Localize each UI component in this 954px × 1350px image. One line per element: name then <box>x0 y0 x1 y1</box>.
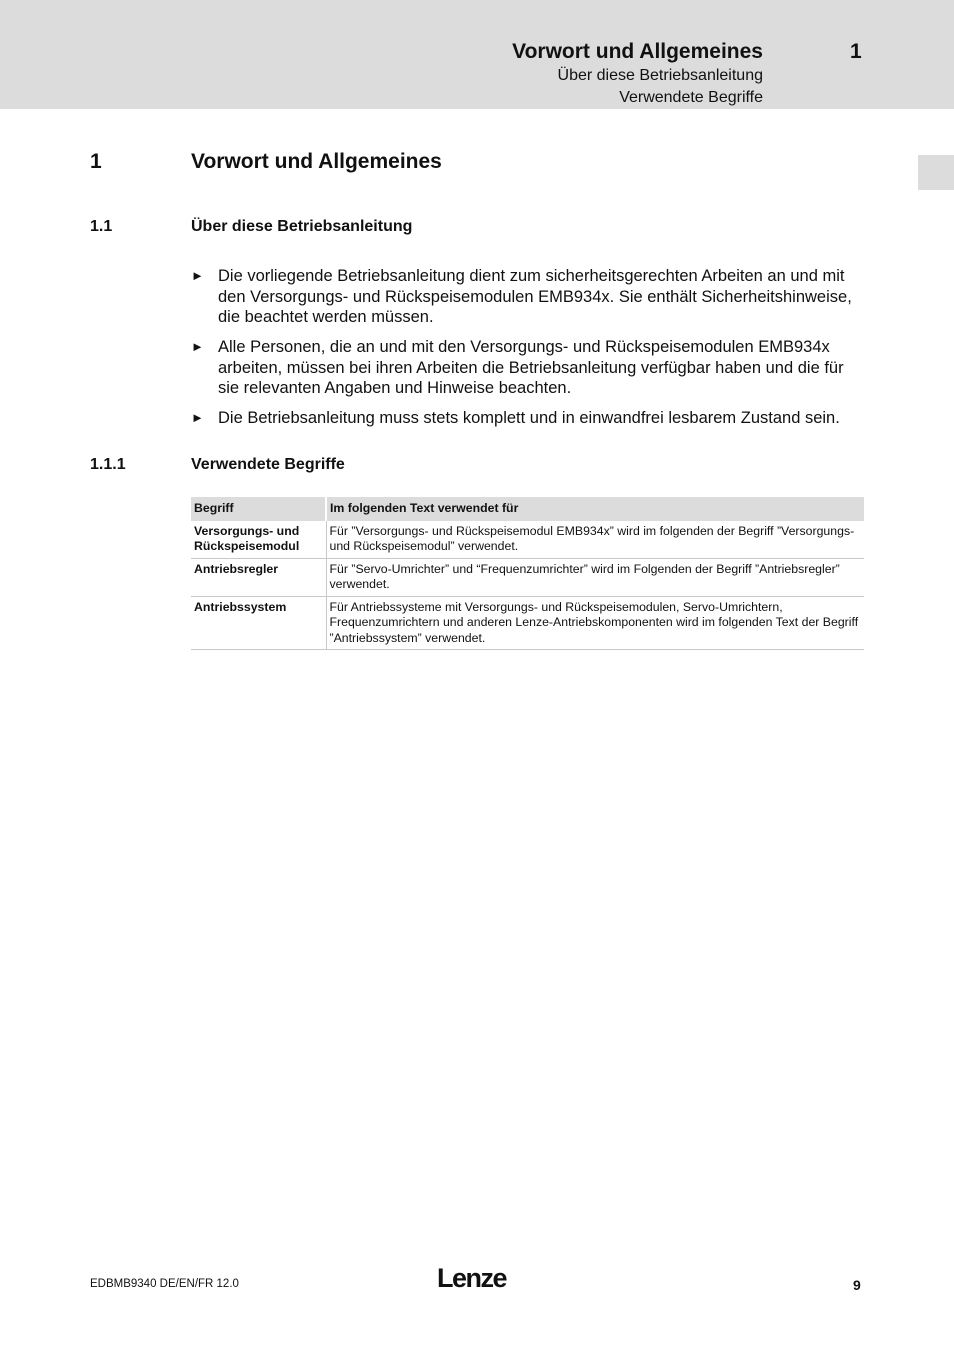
column-header-usage: Im folgenden Text verwendet für <box>326 497 864 521</box>
table-row <box>191 521 864 559</box>
header-subtitle-2: Verwendete Begriffe <box>619 89 763 106</box>
term-cell: Antriebssystem <box>191 596 326 650</box>
table-row <box>191 558 864 596</box>
bullet-arrow-icon: ► <box>191 410 204 425</box>
header-chapter-number: 1 <box>850 40 862 63</box>
column-header-term: Begriff <box>191 497 326 521</box>
list-item <box>191 408 863 429</box>
description-cell: Für ”Servo-Umrichter” und “Frequenzumrichter” wird im Folgenden der Begriff ”Antriebsregler” verwendet. <box>329 561 840 591</box>
subsection-number: 1.1.1 <box>90 456 126 473</box>
table-header-row <box>191 497 864 521</box>
term-cell: Versorgungs- und Rückspeisemodul <box>191 521 326 559</box>
term-cell: Antriebsregler <box>191 558 326 596</box>
chapter-tab-marker <box>918 155 954 190</box>
chapter-number: 1 <box>90 150 102 173</box>
table-row <box>191 596 864 650</box>
header-title: Vorwort und Allgemeines <box>512 40 763 63</box>
header-subtitle-1: Über diese Betriebsanleitung <box>557 67 763 84</box>
description-cell: Für ”Versorgungs- und Rückspeisemodul EMB934x” wird im folgenden der Begriff ”Versorgungs- und Rückspeisemodul” verwendet. <box>329 523 855 553</box>
lenze-logo: Lenze <box>437 1263 507 1293</box>
bullet-text: Alle Personen, die an und mit den Versorgungs- und Rückspeisemodulen EMB934x arbeiten, müssen bei ihren Arbeiten die Betriebsanleitung verfügbar haben und die für sie relevanten Angaben und Hinweise beachten. <box>218 338 844 397</box>
terms-table <box>191 497 864 650</box>
bullet-text: Die Betriebsanleitung muss stets komplett und in einwandfrei lesbarem Zustand sein. <box>218 409 840 427</box>
bullet-list <box>191 266 863 438</box>
bullet-text: Die vorliegende Betriebsanleitung dient zum sicherheitsgerechten Arbeiten an und mit den Versorgungs- und Rückspeisemodulen EMB934x. Sie enthält Sicherheitshinweise, die beachtet werden müssen. <box>218 267 852 326</box>
section-title: Über diese Betriebsanleitung <box>191 218 413 235</box>
list-item <box>191 337 863 399</box>
chapter-title: Vorwort und Allgemeines <box>191 150 442 173</box>
footer-document-id: EDBMB9340 DE/EN/FR 12.0 <box>90 1278 239 1290</box>
subsection-title: Verwendete Begriffe <box>191 456 345 473</box>
page-number: 9 <box>853 1277 861 1293</box>
list-item <box>191 266 863 328</box>
section-number: 1.1 <box>90 218 113 235</box>
bullet-arrow-icon: ► <box>191 268 204 283</box>
bullet-arrow-icon: ► <box>191 339 204 354</box>
description-cell: Für Antriebssysteme mit Versorgungs- und Rückspeisemodulen, Servo-Umrichtern, Frequenzumrichtern und anderen Lenze-Antriebskomponenten wird im folgenden Text der Begriff ”Antriebssystem” verwendet. <box>329 599 859 645</box>
page-header-band <box>0 0 954 109</box>
